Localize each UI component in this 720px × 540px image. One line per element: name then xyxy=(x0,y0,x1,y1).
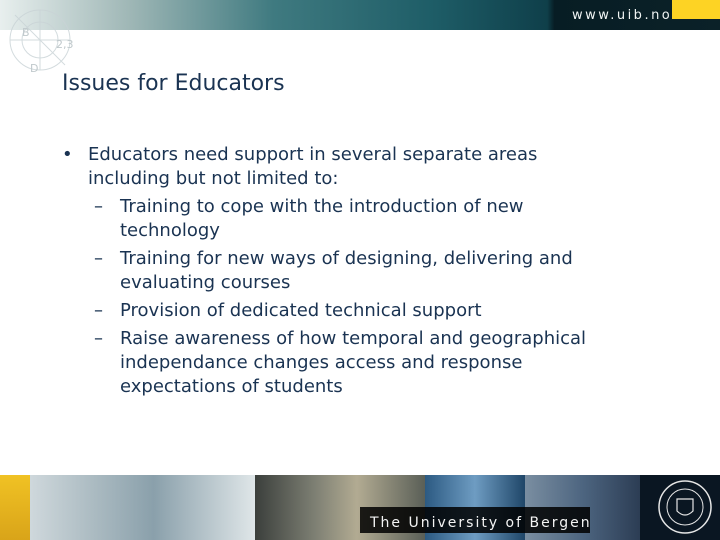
footer-photo-face xyxy=(30,475,255,540)
footer-university-label: The University of Bergen xyxy=(370,515,592,531)
svg-text:2,3: 2,3 xyxy=(56,38,74,51)
dash-icon: – xyxy=(94,196,103,217)
site-url: www.uib.no xyxy=(572,8,673,23)
slide-content xyxy=(62,143,602,399)
bullet-text: Educators need support in several separate areas including but not limited to: xyxy=(88,144,538,189)
sub-bullet-text: Training to cope with the introduction of new technology xyxy=(120,196,524,241)
footer-image-strip xyxy=(0,475,720,540)
sub-bullet-text: Provision of dedicated technical support xyxy=(120,300,482,321)
main-bullet xyxy=(62,143,602,191)
sub-bullet xyxy=(94,299,602,323)
sub-bullet-text: Training for new ways of designing, delivering and evaluating courses xyxy=(120,248,573,293)
sub-bullet xyxy=(94,195,602,243)
bullet-icon: • xyxy=(62,144,73,165)
svg-text:B: B xyxy=(22,26,30,39)
sub-bullet xyxy=(94,327,602,399)
sub-bullet-text: Raise awareness of how temporal and geographical independance changes access and response expectations of students xyxy=(120,328,587,397)
footer-photo-yellow xyxy=(0,475,30,540)
dash-icon: – xyxy=(94,248,103,269)
university-seal-icon xyxy=(655,475,715,540)
svg-text:D: D xyxy=(30,62,39,75)
dash-icon: – xyxy=(94,300,103,321)
dash-icon: – xyxy=(94,328,103,349)
accent-block xyxy=(672,0,720,19)
sub-bullet xyxy=(94,247,602,295)
slide-title: Issues for Educators xyxy=(62,71,285,96)
